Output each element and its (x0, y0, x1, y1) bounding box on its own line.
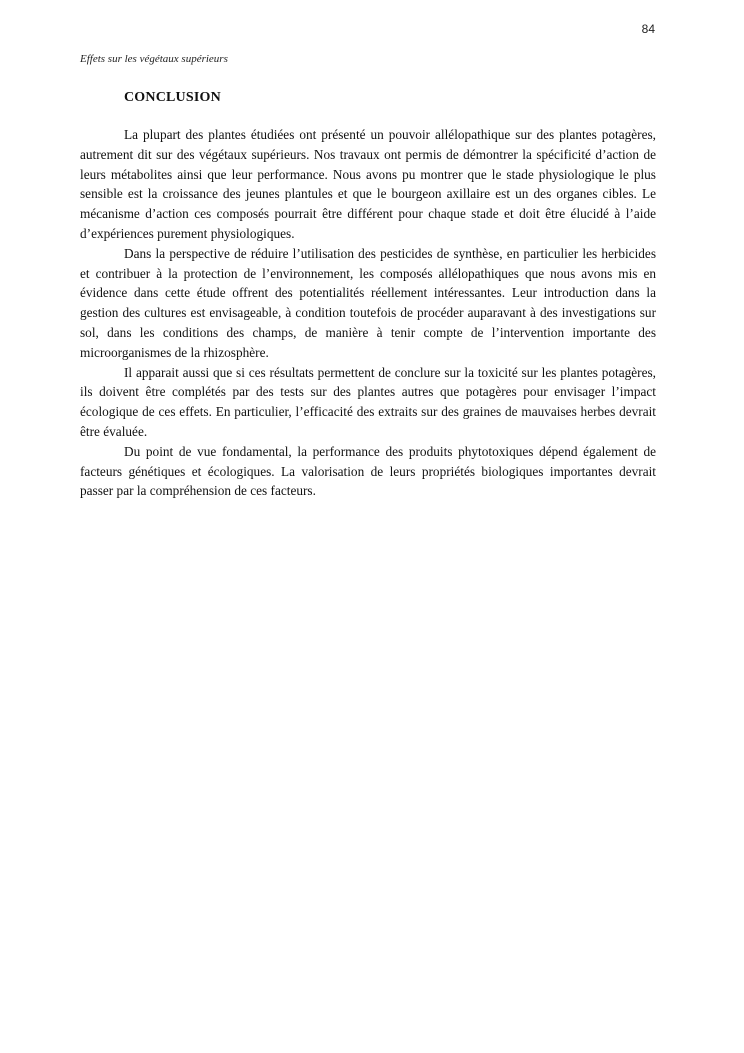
document-body (80, 88, 656, 501)
running-header: Effets sur les végétaux supérieurs (80, 53, 228, 65)
section-title: CONCLUSION (124, 90, 221, 105)
paragraph-1: La plupart des plantes étudiées ont présenté un pouvoir allélopathique sur des plantes potagères, autrement dit sur des végétaux supérieurs. Nos travaux ont permis de démontrer la spécificité d’action de leurs métabolites ainsi que leur performance. Nous avons pu montrer que le stade physiologique le plus sensible est la croissance des jeunes plantules et que le bourgeon axillaire est un des organes cibles. Le mécanisme d’action ces composés pourrait être différent pour chaque stade et doit être élucidé à l’aide d’expériences purement physiologiques. (80, 127, 656, 241)
paragraph-2: Dans la perspective de réduire l’utilisation des pesticides de synthèse, en particulier les herbicides et contribuer à la protection de l’environnement, les composés allélopathiques que nous avons mis en évidence dans cette étude offrent des potentialités réellement intéressantes. Leur introduction dans la gestion des cultures est envisageable, à condition toutefois de procéder auparavant à des investigations sur sol, dans les conditions des champs, de manière à tenir compte de l’intervention importante des microorganismes de la rhizosphère. (80, 245, 656, 360)
paragraph-4: Du point de vue fondamental, la performance des produits phytotoxiques dépend également de facteurs génétiques et écologiques. La valorisation de leurs propriétés biologiques importantes devrait passer par la compréhension de ces facteurs. (80, 443, 656, 499)
paragraph-3: Il apparait aussi que si ces résultats permettent de conclure sur la toxicité sur les plantes potagères, ils doivent être complétés par des tests sur des plantes autres que potagères pour envisager l’impact écologique de ces effets. En particulier, l’efficacité des extraits sur des graines de mauvaises herbes devrait être évaluée. (80, 364, 656, 439)
page-number: 84 (641, 22, 655, 36)
